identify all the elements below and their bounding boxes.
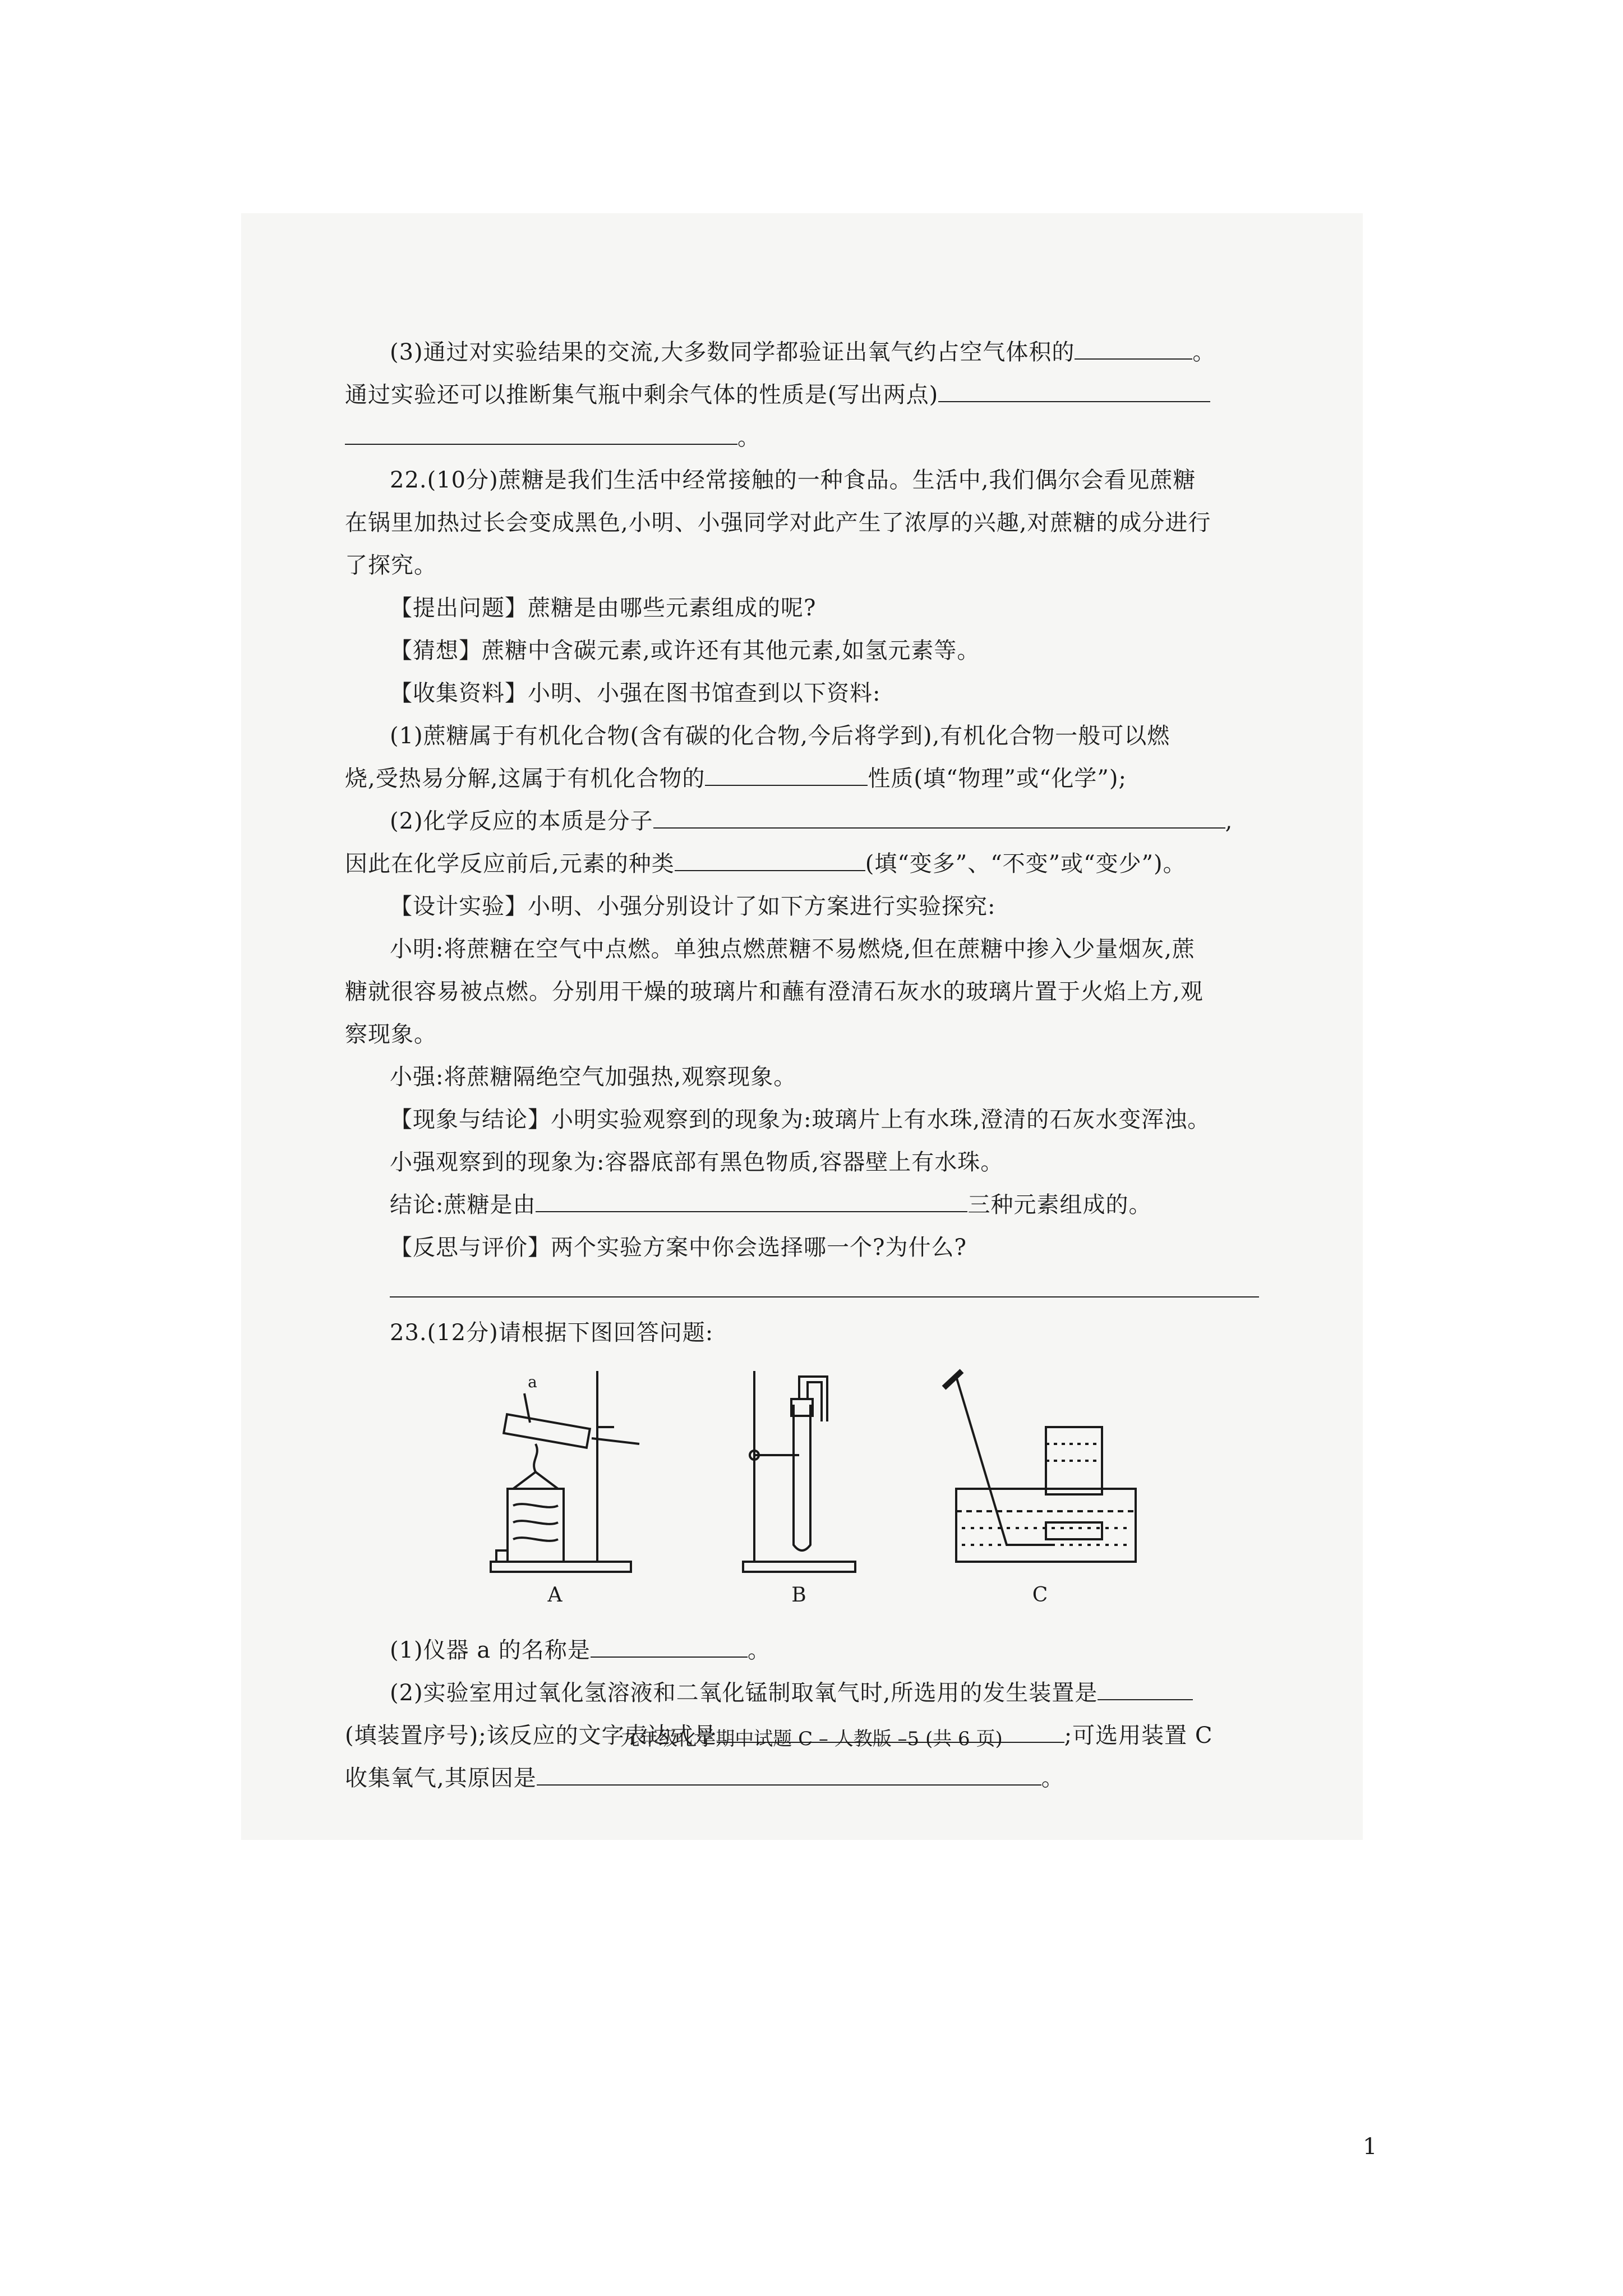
- text: (1)仪器 a 的名称是: [390, 1637, 591, 1663]
- figure-label-b: B: [791, 1584, 807, 1607]
- ask-question: 【提出问题】蔗糖是由哪些元素组成的呢?: [390, 595, 817, 621]
- answer-blank[interactable]: [591, 1634, 748, 1658]
- text: 因此在化学反应前后,元素的种类: [345, 851, 675, 877]
- info-2-line1: [345, 800, 1276, 843]
- question-23-part2-line1: [345, 1672, 1276, 1714]
- text: 性质(填“物理”或“化学”);: [868, 766, 1127, 792]
- figure-b: [737, 1360, 861, 1607]
- text: (填装置序号);该反应的文字表达式是: [345, 1723, 717, 1749]
- xiaoming-line3: 察现象。: [345, 1022, 437, 1047]
- page-number: 1: [1363, 2134, 1377, 2160]
- question-23-part1: [345, 1629, 1276, 1672]
- answer-blank[interactable]: [1075, 336, 1192, 360]
- answer-blank[interactable]: [705, 762, 868, 786]
- hypothesis: 【猜想】蔗糖中含碳元素,或许还有其他元素,如氢元素等。: [390, 638, 980, 664]
- text: (填“变多”、“不变”或“变少”)。: [865, 851, 1186, 877]
- question-22-line2: 在锅里加热过长会变成黑色,小明、小强同学对此产生了浓厚的兴趣,对蔗糖的成分进行: [345, 510, 1211, 536]
- apparatus-c-drawing: [939, 1360, 1141, 1584]
- text: 通过实验还可以推断集气瓶中剩余气体的性质是(写出两点): [345, 382, 939, 408]
- answer-blank[interactable]: [653, 805, 1225, 829]
- xiaoqiang: 小强:将蔗糖隔绝空气加强热,观察现象。: [390, 1064, 797, 1090]
- burner-top: [513, 1472, 558, 1489]
- answer-blank[interactable]: [345, 421, 737, 445]
- answer-blank[interactable]: [675, 848, 865, 871]
- phenomenon-1: 【现象与结论】小明实验观察到的现象为:玻璃片上有水珠,澄清的石灰水变浑浊。: [390, 1107, 1211, 1133]
- flame: [534, 1444, 537, 1472]
- text: (3)通过对实验结果的交流,大多数同学都验证出氧气约占空气体积的: [390, 339, 1075, 365]
- question-21-part3-line3: [345, 416, 1276, 459]
- answer-blank[interactable]: [536, 1189, 967, 1212]
- answer-blank[interactable]: [537, 1762, 1041, 1786]
- info-1-line1: (1)蔗糖属于有机化合物(含有碳的化合物,今后将学到),有机化合物一般可以燃: [390, 723, 1170, 749]
- stand-base: [491, 1562, 631, 1572]
- question-21-part3-line1: [345, 331, 1276, 374]
- reflection-answer-line: [345, 1269, 1276, 1312]
- delivery-tube: [951, 1377, 1052, 1545]
- figure-label-c: C: [1032, 1584, 1049, 1607]
- burner-body: [508, 1489, 564, 1562]
- figure-a: [485, 1360, 653, 1607]
- question-22-line3: 了探究。: [345, 553, 437, 578]
- answer-blank[interactable]: [1098, 1677, 1193, 1700]
- text: 。: [737, 425, 760, 450]
- xiaoming-line2: 糖就很容易被点燃。分别用干燥的玻璃片和蘸有澄清石灰水的玻璃片置于火焰上方,观: [345, 979, 1204, 1005]
- text: (2)化学反应的本质是分子: [390, 808, 653, 834]
- stand-base: [743, 1562, 855, 1572]
- question-22-line1: 22.(10分)蔗糖是我们生活中经常接触的一种食品。生活中,我们偶尔会看见蔗糖: [390, 467, 1196, 493]
- text: 。: [747, 1637, 771, 1663]
- question-23-part2-line3: [345, 1757, 1276, 1800]
- text: ;可选用装置 C: [1064, 1723, 1213, 1749]
- apparatus-b-drawing: [737, 1360, 861, 1584]
- figure-c: [939, 1360, 1141, 1607]
- answer-blank[interactable]: [390, 1274, 1259, 1297]
- collect-info: 【收集资料】小明、小强在图书馆查到以下资料:: [390, 680, 881, 706]
- apparatus-a-drawing: [485, 1360, 653, 1584]
- info-2-line2: [345, 843, 1276, 885]
- answer-blank[interactable]: [938, 379, 1210, 402]
- test-tube: [794, 1405, 810, 1550]
- text: 收集氧气,其原因是: [345, 1765, 537, 1791]
- phenomenon-2: 小强观察到的现象为:容器底部有黑色物质,容器壁上有水珠。: [390, 1149, 1004, 1175]
- text: 。: [1041, 1765, 1064, 1791]
- text: 烧,受热易分解,这属于有机化合物的: [345, 766, 706, 792]
- text: 结论:蔗糖是由: [390, 1192, 536, 1218]
- text: ,: [1225, 808, 1233, 834]
- info-1-line2: [345, 757, 1276, 800]
- instrument-a-marker: a: [528, 1373, 538, 1391]
- design-experiment: 【设计实验】小明、小强分别设计了如下方案进行实验探究:: [390, 894, 996, 919]
- xiaoming-line1: 小明:将蔗糖在空气中点燃。单独点燃蔗糖不易燃烧,但在蔗糖中掺入少量烟灰,蔗: [390, 936, 1195, 962]
- text: 。: [1192, 339, 1216, 365]
- test-tube: [504, 1414, 590, 1448]
- text: 三种元素组成的。: [967, 1192, 1152, 1218]
- page-footer: 九年级化学期中试题 C – 人教版 –5 (共 6 页): [620, 1728, 1003, 1750]
- question-21-part3-line2: [345, 374, 1276, 416]
- question-23: 23.(12分)请根据下图回答问题:: [390, 1320, 714, 1346]
- conclusion: [345, 1184, 1276, 1226]
- figure-label-a: A: [547, 1584, 563, 1607]
- apparatus-diagrams: [345, 1360, 1276, 1623]
- exam-content: [345, 331, 1276, 1800]
- text: (2)实验室用过氧化氢溶液和二氧化锰制取氧气时,所选用的发生装置是: [390, 1680, 1098, 1706]
- bottle-shelf: [1046, 1522, 1102, 1539]
- reflection: 【反思与评价】两个实验方案中你会选择哪一个?为什么?: [390, 1235, 967, 1260]
